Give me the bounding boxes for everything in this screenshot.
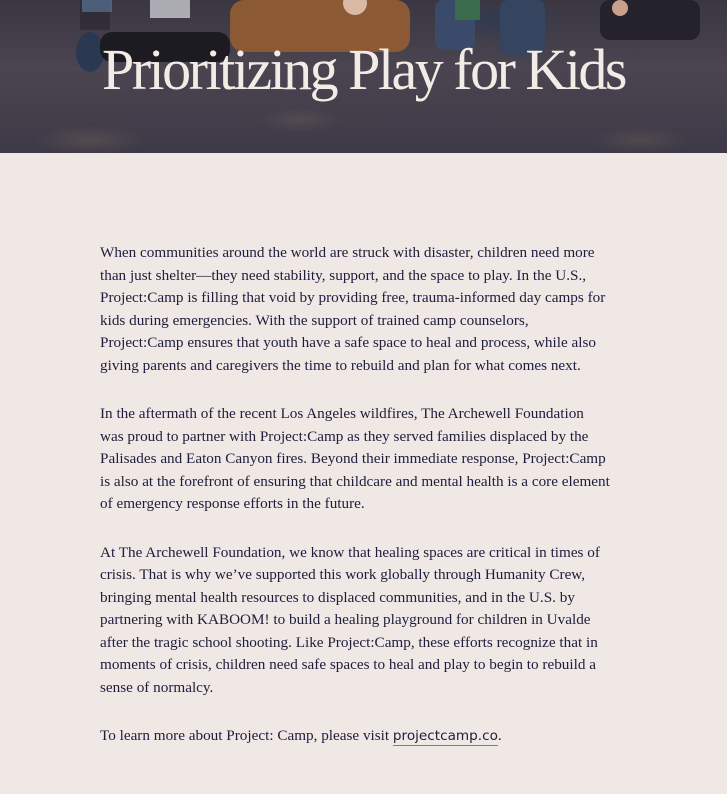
learn-more-suffix: . bbox=[497, 727, 502, 744]
hero-banner bbox=[0, 0, 727, 153]
article-body bbox=[100, 242, 610, 748]
page-title: Prioritizing Play for Kids bbox=[101, 37, 625, 102]
learn-more-text: To learn more about Project: Camp, please visit bbox=[100, 727, 393, 744]
projectcamp-link[interactable]: projectcamp.co bbox=[392, 728, 498, 744]
paragraph-la-wildfires: In the aftermath of the recent Los Angeles wildfires, The Archewell Foundation was proud to partner with Project:Camp as they served families displaced by the Palisades and Eaton Canyon fires. Beyond their immediate response, Project:Camp is also at the forefront of ensuring that childcare and mental health is a core element of emergency response efforts in the future. bbox=[100, 405, 610, 512]
paragraph-intro: When communities around the world are struck with disaster, children need more than just shelter—they need stability, support, and the space to play. In the U.S., Project:Camp is filling that void by providing free, trauma-informed day camps for kids during emergencies. With the support of trained camp counselors, Project:Camp ensures that youth have a safe space to heal and process, while also giving parents and caregivers the time to rebuild and plan for what comes next. bbox=[100, 244, 606, 374]
paragraph-archewell-foundation: At The Archewell Foundation, we know that healing spaces are critical in times of crisis. That is why we’ve supported this work globally through Humanity Crew, bringing mental health resources to displaced communities, and in the U.S. by partnering with KABOOM! to build a healing playground for children in Uvalde after the tragic school shooting. Like Project:Camp, these efforts recognize that in moments of crisis, children need safe spaces to heal and play to begin to rebuild a sense of normalcy. bbox=[100, 543, 600, 696]
paragraph-learn-more bbox=[100, 725, 610, 748]
